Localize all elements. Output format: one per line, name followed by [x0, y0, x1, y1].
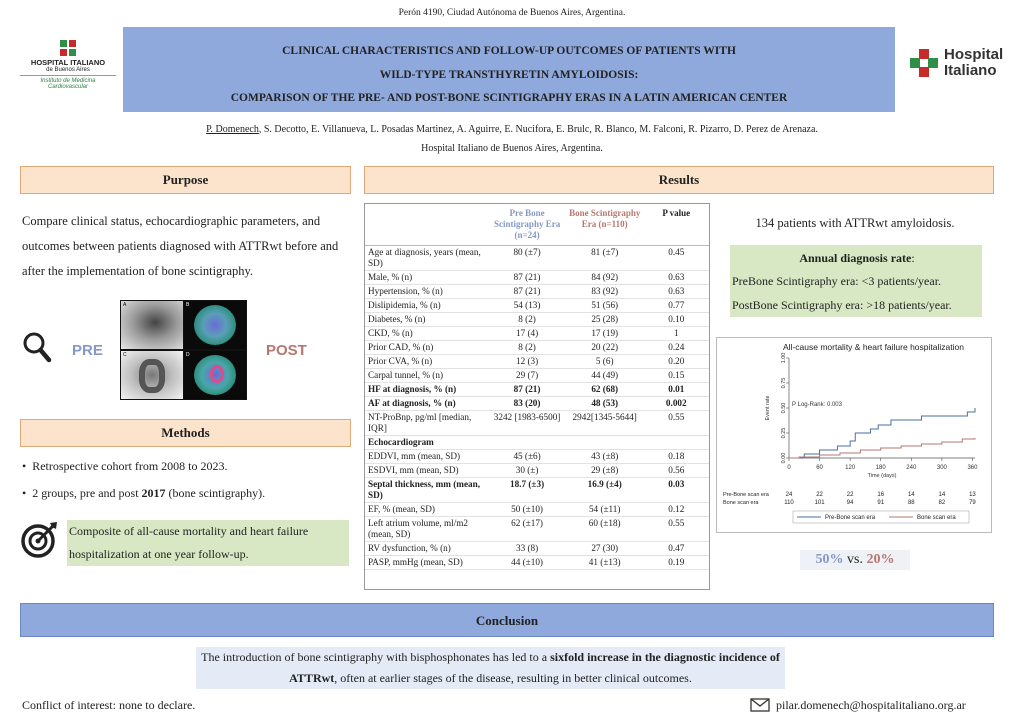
- table-cell-p: 0.12: [644, 503, 709, 517]
- title-line-2: WILD-TYPE TRANSTHYRETIN AMYLOIDOSIS:: [379, 69, 639, 81]
- scan-image-d: [184, 351, 246, 399]
- table-cell-label: ESDVI, mm (mean, SD): [365, 464, 488, 478]
- methods-title: Methods: [20, 419, 351, 447]
- table-row: [365, 517, 709, 542]
- conclusion-text-a: The introduction of bone scintigraphy with bisphosphonates has led to a: [201, 650, 551, 664]
- methods-bullet-2a: 2 groups, pre and post: [32, 486, 142, 500]
- pre-label: PRE: [72, 342, 103, 359]
- right-logo-line1: Hospital: [944, 46, 1004, 63]
- annual-rate-box: [730, 245, 982, 317]
- x-axis-label: Time (days): [867, 473, 897, 479]
- series-line-post: [789, 438, 975, 458]
- table-cell-pre: [488, 436, 566, 450]
- risk-value-post: 91: [877, 500, 885, 506]
- table-cell-pre: 3242 [1983-6500]: [488, 411, 566, 436]
- table-cell-post: 54 (±11): [566, 503, 644, 517]
- legend-label-pre: Pre-Bone scan era: [825, 515, 876, 521]
- table-cell-p: 0.45: [644, 246, 709, 271]
- left-logo: [20, 40, 116, 90]
- table-cell-pre: 12 (3): [488, 355, 566, 369]
- risk-value-post: 79: [969, 500, 976, 506]
- conclusion-text-b: , often at earlier stages of the disease, resulting in better clinical outcomes.: [334, 671, 692, 685]
- table-cell-pre: 80 (±7): [488, 246, 566, 271]
- table-cell-pre: 18.7 (±3): [488, 478, 566, 503]
- right-logo-line2: Italiano: [944, 62, 997, 79]
- affiliation: Hospital Italiano de Buenos Aires, Argentina.: [421, 143, 603, 154]
- left-logo-inst1: Instituto de Medicina: [40, 78, 96, 84]
- risk-label-pre: Pre-Bone scan era: [723, 492, 769, 498]
- table-cell-post: 2942[1345-5644]: [566, 411, 644, 436]
- table-cell-label: Left atrium volume, ml/m2 (mean, SD): [365, 517, 488, 542]
- table-cell-post: 83 (92): [566, 285, 644, 299]
- y-axis-label: Event rate: [765, 395, 771, 421]
- patients-count: 134 patients with ATTRwt amyloidosis.: [755, 216, 955, 230]
- other-authors: , S. Decotto, E. Villanueva, L. Posadas Martinez, A. Aguirre, E. Nucifora, E. Brulc, R. Blanco, M. Falconi, R. Pizarro, D. Perez de Arenaza.: [258, 124, 818, 135]
- y-tick-label: 0.75: [781, 377, 787, 389]
- risk-value-pre: 14: [938, 492, 946, 498]
- table-cell-p: 0.15: [644, 369, 709, 383]
- table-cell-p: 0.03: [644, 478, 709, 503]
- table-cell-p: [644, 436, 709, 450]
- km-chart-frame: [716, 337, 992, 533]
- table-cell-p: 0.01: [644, 383, 709, 397]
- table-row: [365, 436, 709, 450]
- table-cell-p: 0.24: [644, 341, 709, 355]
- table-row: [365, 327, 709, 341]
- col-p-header: P value: [644, 204, 709, 246]
- table-cell-pre: 62 (±17): [488, 517, 566, 542]
- table-row: [365, 285, 709, 299]
- table-cell-pre: 50 (±10): [488, 503, 566, 517]
- y-tick-label: 0.25: [781, 427, 787, 439]
- risk-value-pre: 22: [816, 492, 823, 498]
- table-row: [365, 299, 709, 313]
- purpose-text: Compare clinical status, echocardiographic parameters, and outcomes between patients diagnosed with ATTRwt before and after the implementation of bone scintigraphy.: [22, 214, 339, 278]
- table-row: [365, 478, 709, 503]
- y-tick-label: 1.00: [781, 352, 787, 364]
- table-cell-label: Septal thickness, mm (mean, SD): [365, 478, 488, 503]
- table-cell-label: Diabetes, % (n): [365, 313, 488, 327]
- methods-bullet-1-text: Retrospective cohort from 2008 to 2023.: [32, 459, 228, 473]
- scan-image-b: [184, 301, 246, 349]
- table-cell-post: 20 (22): [566, 341, 644, 355]
- title-banner: [123, 27, 895, 112]
- table-row: [365, 383, 709, 397]
- table-cell-post: 60 (±18): [566, 517, 644, 542]
- table-cell-post: 29 (±8): [566, 464, 644, 478]
- methods-bullet-1: • Retrospective cohort from 2008 to 2023.: [22, 459, 228, 473]
- methods-bullet-2-year: 2017: [141, 486, 166, 500]
- table-cell-post: 81 (±7): [566, 246, 644, 271]
- table-cell-label: CKD, % (n): [365, 327, 488, 341]
- table-cell-pre: 29 (7): [488, 369, 566, 383]
- right-logo: [910, 48, 1015, 80]
- table-cell-pre: 54 (13): [488, 299, 566, 313]
- risk-value-post: 101: [814, 500, 825, 506]
- risk-label-post: Bone scan era: [723, 500, 759, 506]
- scintigraphy-panel: [120, 300, 247, 400]
- percent-pre: 50%: [815, 552, 844, 567]
- table-cell-post: 62 (68): [566, 383, 644, 397]
- annual-rate-title-row: Annual diagnosis rate:: [799, 251, 915, 265]
- table-cell-pre: 45 (±6): [488, 450, 566, 464]
- post-label: POST: [266, 342, 307, 359]
- table-cell-post: 44 (49): [566, 369, 644, 383]
- table-row: [365, 464, 709, 478]
- email-icon: [750, 696, 770, 714]
- table-cell-p: 0.63: [644, 271, 709, 285]
- table-cell-post: 84 (92): [566, 271, 644, 285]
- characteristics-table: [365, 204, 709, 570]
- search-icon: [22, 331, 52, 363]
- logrank-annotation: P Log-Rank: 0.003: [792, 402, 842, 408]
- table-cell-post: 17 (19): [566, 327, 644, 341]
- title-line-1: CLINICAL CHARACTERISTICS AND FOLLOW-UP OUTCOMES OF PATIENTS WITH: [282, 45, 736, 57]
- table-cell-post: 25 (28): [566, 313, 644, 327]
- conflict-of-interest: Conflict of interest: none to declare.: [22, 698, 196, 712]
- table-cell-label: EF, % (mean, SD): [365, 503, 488, 517]
- table-cell-label: AF at diagnosis, % (n): [365, 397, 488, 411]
- hospital-cross-icon: [60, 40, 76, 56]
- table-cell-pre: 17 (4): [488, 327, 566, 341]
- y-tick-label: 0.50: [781, 402, 787, 414]
- table-cell-p: 0.56: [644, 464, 709, 478]
- x-tick-label: 120: [845, 465, 856, 471]
- risk-value-pre: 16: [877, 492, 885, 498]
- title-line-3: COMPARISON OF THE PRE- AND POST-BONE SCINTIGRAPHY ERAS IN A LATIN AMERICAN CENTER: [230, 92, 788, 104]
- table-row: [365, 450, 709, 464]
- first-author: P. Domenech: [206, 124, 259, 135]
- table-cell-p: 0.002: [644, 397, 709, 411]
- contact-email[interactable]: pilar.domenech@hospitalitaliano.org.ar: [776, 698, 966, 712]
- risk-value-post: 88: [907, 500, 915, 506]
- target-outcome-box: [67, 520, 349, 566]
- table-row: [365, 369, 709, 383]
- table-cell-label: Hypertension, % (n): [365, 285, 488, 299]
- x-tick-label: 360: [967, 465, 978, 471]
- authors: [0, 124, 1024, 135]
- scan-letter-b: B: [186, 302, 190, 308]
- table-cell-label: Male, % (n): [365, 271, 488, 285]
- table-row: [365, 542, 709, 556]
- methods-bullet-2: • 2 groups, pre and post 2017 (bone scintigraphy).: [22, 486, 266, 500]
- table-cell-pre: 87 (21): [488, 383, 566, 397]
- table-cell-post: 41 (±13): [566, 556, 644, 570]
- percent-post: 20%: [866, 552, 895, 567]
- risk-value-pre: 14: [907, 492, 915, 498]
- km-chart: [717, 338, 991, 532]
- scan-image-c: [121, 351, 183, 399]
- annual-rate-post: PostBone Scintigraphy era: >18 patients/year.: [732, 298, 952, 312]
- header-address: Perón 4190, Ciudad Autónoma de Buenos Aires, Argentina.: [398, 8, 626, 18]
- table-cell-post: 51 (56): [566, 299, 644, 313]
- scan-letter-c: C: [123, 352, 127, 358]
- table-row: [365, 246, 709, 271]
- table-cell-p: 0.18: [644, 450, 709, 464]
- results-title: Results: [364, 166, 994, 194]
- table-cell-label: HF at diagnosis, % (n): [365, 383, 488, 397]
- chart-title: All-cause mortality & heart failure hospitalization: [783, 342, 964, 352]
- annual-rate-pre: PreBone Scintigraphy era: <3 patients/year.: [732, 274, 942, 288]
- table-row: [365, 355, 709, 369]
- table-cell-label: Dislipidemia, % (n): [365, 299, 488, 313]
- scan-letter-d: D: [186, 352, 190, 358]
- table-row: [365, 341, 709, 355]
- table-cell-p: 0.55: [644, 411, 709, 436]
- conclusion-title: Conclusion: [20, 603, 994, 637]
- conclusion-text-bold: sixfold increase in the diagnostic incidence of ATTRwt: [289, 650, 780, 685]
- table-cell-pre: 83 (20): [488, 397, 566, 411]
- table-cell-p: 0.63: [644, 285, 709, 299]
- table-cell-label: EDDVI, mm (mean, SD): [365, 450, 488, 464]
- col-label-header: [365, 204, 488, 246]
- table-cell-label: Prior CVA, % (n): [365, 355, 488, 369]
- col-pre-header: Pre Bone Scintigraphy Era (n=24): [488, 204, 566, 246]
- table-cell-pre: 8 (2): [488, 313, 566, 327]
- annual-rate-title: Annual diagnosis rate: [799, 251, 912, 265]
- table-cell-label: RV dysfunction, % (n): [365, 542, 488, 556]
- table-cell-p: 1: [644, 327, 709, 341]
- table-row: [365, 397, 709, 411]
- table-cell-post: 43 (±8): [566, 450, 644, 464]
- table-row: [365, 313, 709, 327]
- risk-value-post: 110: [784, 500, 794, 506]
- left-logo-name: HOSPITAL ITALIANO: [30, 58, 106, 67]
- risk-value-post: 82: [938, 500, 946, 506]
- x-tick-label: 240: [906, 465, 917, 471]
- x-tick-label: 300: [936, 465, 947, 471]
- methods-bullet-2c: (bone scintigraphy).: [165, 486, 266, 500]
- col-post-header: Bone Scintigraphy Era (n=110): [566, 204, 644, 246]
- risk-value-pre: 13: [969, 492, 976, 498]
- table-cell-pre: 33 (8): [488, 542, 566, 556]
- percent-vs: vs.: [843, 552, 867, 567]
- legend-label-post: Bone scan era: [917, 515, 956, 521]
- table-cell-label: NT-ProBnp, pg/ml [median, IQR]: [365, 411, 488, 436]
- results-table: [364, 203, 710, 590]
- table-cell-post: 5 (6): [566, 355, 644, 369]
- x-tick-label: 180: [875, 465, 886, 471]
- table-cell-p: 0.20: [644, 355, 709, 369]
- table-cell-p: 0.77: [644, 299, 709, 313]
- left-logo-inst2: Cardiovascular: [47, 84, 89, 90]
- risk-value-pre: 24: [785, 492, 793, 498]
- table-cell-label: Prior CAD, % (n): [365, 341, 488, 355]
- table-row: [365, 503, 709, 517]
- table-cell-post: [566, 436, 644, 450]
- risk-value-pre: 22: [846, 492, 854, 498]
- table-cell-post: 16.9 (±4): [566, 478, 644, 503]
- table-cell-p: 0.10: [644, 313, 709, 327]
- conclusion-box: [196, 647, 785, 689]
- percent-comparison: [800, 550, 910, 570]
- target-icon: [20, 521, 58, 559]
- risk-value-post: 94: [846, 500, 854, 506]
- table-cell-label: Echocardiogram: [365, 436, 488, 450]
- table-cell-p: 0.55: [644, 517, 709, 542]
- target-outcome-text: Composite of all-cause mortality and heart failure hospitalization at one year follow-up.: [69, 524, 309, 561]
- table-cell-pre: 87 (21): [488, 285, 566, 299]
- hospital-cross-icon: [910, 49, 938, 77]
- table-cell-post: 27 (30): [566, 542, 644, 556]
- table-cell-post: 48 (53): [566, 397, 644, 411]
- table-cell-pre: 8 (2): [488, 341, 566, 355]
- x-tick-label: 60: [816, 465, 823, 471]
- table-cell-label: PASP, mmHg (mean, SD): [365, 556, 488, 570]
- table-row: [365, 271, 709, 285]
- table-row: [365, 411, 709, 436]
- table-cell-pre: 87 (21): [488, 271, 566, 285]
- series-line-pre: [789, 408, 975, 458]
- purpose-title: Purpose: [20, 166, 351, 194]
- scan-image-a: [121, 301, 183, 349]
- left-logo-sub: de Buenos Aires: [20, 67, 116, 76]
- y-tick-label: 0.00: [781, 452, 787, 464]
- table-cell-pre: 44 (±10): [488, 556, 566, 570]
- x-tick-label: 0: [787, 465, 791, 471]
- table-row: [365, 556, 709, 570]
- table-cell-p: 0.47: [644, 542, 709, 556]
- table-cell-label: Age at diagnosis, years (mean, SD): [365, 246, 488, 271]
- table-cell-pre: 30 (±): [488, 464, 566, 478]
- table-cell-p: 0.19: [644, 556, 709, 570]
- table-cell-label: Carpal tunnel, % (n): [365, 369, 488, 383]
- scan-letter-a: A: [123, 302, 127, 308]
